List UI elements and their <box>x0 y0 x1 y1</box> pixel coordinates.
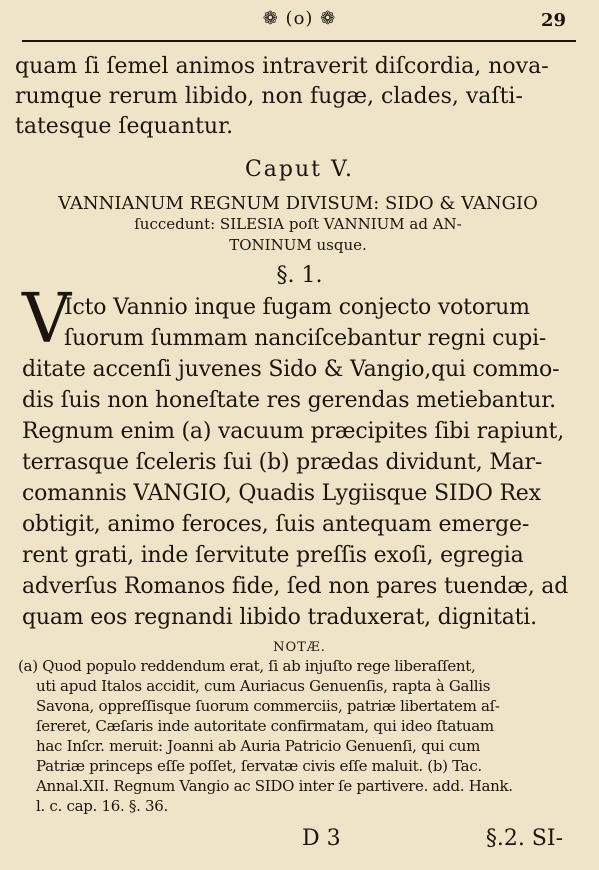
text-line: quam ſi ſemel animos intraverit diſcordia, nova- <box>15 54 549 79</box>
summary-line: VANNIANUM REGNUM DIVISUM: SIDO & VANGIO <box>58 193 538 214</box>
chapter-title: Caput V. <box>244 157 355 182</box>
drop-cap: V <box>22 280 72 359</box>
text-line: obtigit, animo feroces, ſuis antequam emerge- <box>22 512 530 537</box>
header-ornament: ❁ (o) ❁ <box>262 8 337 29</box>
summary-line: ſuccedunt: SILESIA poſt VANNIUM ad AN- <box>134 215 462 233</box>
text-line: ſuorum ſummam nanciſcebantur regni cupi- <box>64 326 547 351</box>
page-number: 29 <box>540 10 566 31</box>
text-line: comannis VANGIO, Quadis Lygiisque SIDO Rex <box>22 481 541 506</box>
section-title: §. 1. <box>276 263 323 288</box>
text-line: rent grati, inde ſervitute preſſis exoſi, egregia <box>22 543 524 568</box>
footnote-line: uti apud Italos accidit, cum Auriacus Genuenſis, rapta à Gallis <box>36 677 491 695</box>
text-line: terrasque ſceleris ſui (b) prædas dividunt, Mar- <box>22 450 543 475</box>
main-paragraph <box>22 280 578 633</box>
catchword: §.2. SI- <box>485 826 563 851</box>
footnote-line: Annal.XII. Regnum Vangio ac SIDO inter ſe partivere. add. Hank. <box>36 777 513 795</box>
page-header <box>0 8 599 30</box>
chapter-summary <box>18 193 578 256</box>
footnote-line: ſereret, Cæſaris inde autoritate confirmatam, qui ideo ſtatuam <box>36 717 494 735</box>
text-line: adverſus Romanos fide, ſed non pares tuendæ, ad <box>22 574 569 599</box>
footnote-line: Savona, oppreſſisque ſuorum commerciis, patriæ libertatem aſ- <box>36 697 500 715</box>
text-line: ditate accenſi juvenes Sido & Vangio,qui commo- <box>22 357 560 382</box>
footnote-line: l. c. cap. 16. §. 36. <box>36 797 168 815</box>
text-line: tatesque ſequantur. <box>15 114 234 139</box>
continuation-paragraph <box>15 52 575 142</box>
signature-mark: D 3 <box>302 826 341 851</box>
summary-line: TONINUM usque. <box>229 236 367 254</box>
notes-heading: NOTÆ. <box>273 640 326 655</box>
footnotes <box>18 656 578 816</box>
text-line: rumque rerum libido, non fugæ, clades, vaſti- <box>15 84 523 109</box>
footnote-line: hac Inſcr. meruit: Joanni ab Auria Patricio Genuenſi, qui cum <box>36 737 481 755</box>
text-line: Icto Vannio inque fugam conjecto votorum <box>64 295 530 320</box>
footnote-line: (a) Quod populo reddendum erat, ſi ab injuſto rege liberaſſent, <box>18 657 476 675</box>
text-line: quam eos regnandi libido traduxerat, dignitati. <box>22 605 537 630</box>
text-line: dis ſuis non honeſtate res gerendas metiebantur. <box>22 388 556 413</box>
header-rule <box>22 40 576 42</box>
text-line: Regnum enim (a) vacuum præcipites ſibi rapiunt, <box>22 419 564 444</box>
footnote-line: Patriæ princeps eſſe poſſet, ſervatæ civis eſſe maluit. (b) Tac. <box>36 757 482 775</box>
